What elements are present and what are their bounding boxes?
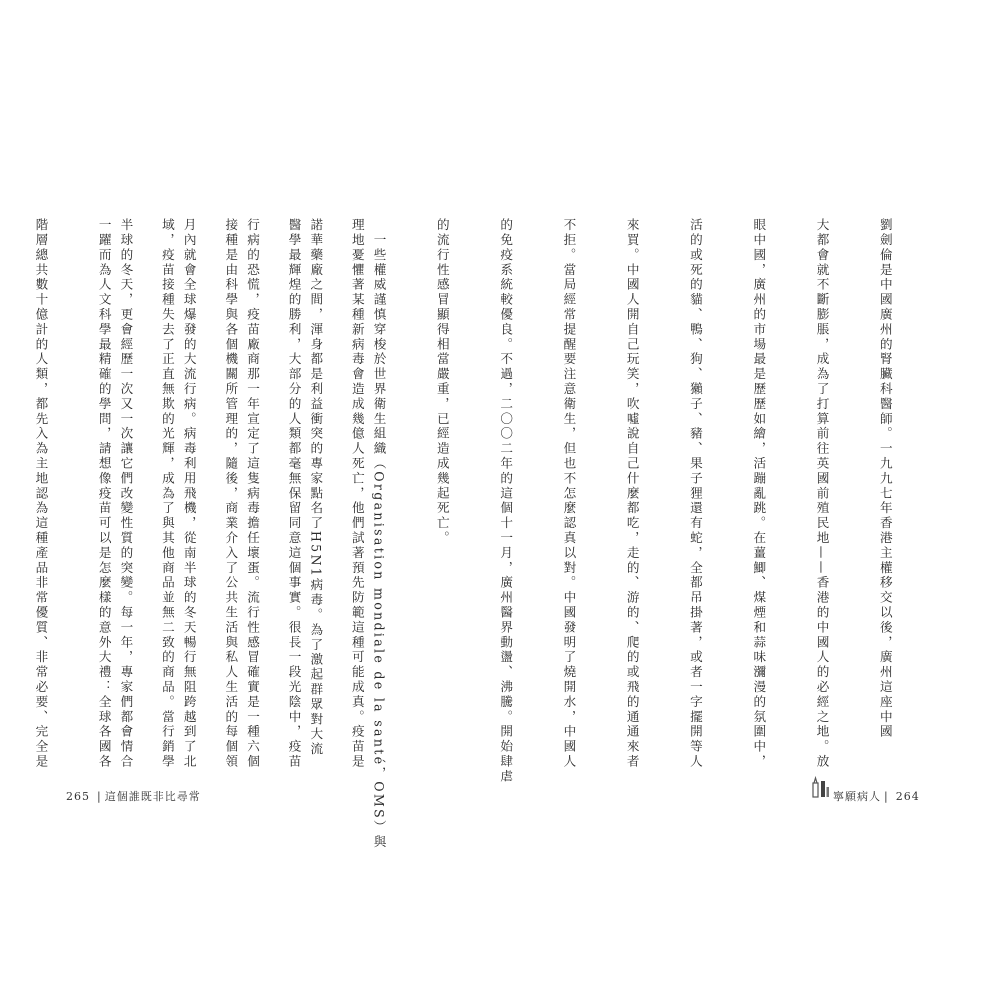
text-line: 理地憂懼著某種新病毒會造成幾億人死亡，他們試著預先防範這種可能成真。疫苗是 bbox=[349, 218, 365, 770]
publisher-logo-icon bbox=[812, 774, 830, 800]
text-line: 來買。中國人開自己玩笑，吹噓說自己什麼都吃，走的、游的、爬的或飛的通通來者 bbox=[624, 218, 640, 770]
text-line: 醫學最輝煌的勝利，大部分的人類都毫無保留同意這個事實。很長一段光陰中，疫苗 bbox=[286, 218, 302, 770]
text-line: 行病的恐慌，疫苗廠商那一年宣定了這隻病毒擔任壞蛋。流行性感冒確實是一種六個 bbox=[245, 218, 260, 770]
text-line: 大都會就不斷膨脹，成為了打算前往英國前殖民地——香港的中國人的必經之地。放 bbox=[814, 218, 830, 770]
running-title: 這個誰既非比尋常 bbox=[104, 790, 201, 803]
page-number: 265 bbox=[66, 790, 90, 803]
page-number: 264 bbox=[895, 790, 920, 803]
text-line: 的免疫系統較優良。不過，二〇〇二年的這個十一月，廣州醫界動盪、沸騰。開始肆虐 bbox=[498, 218, 514, 785]
right-page-footer bbox=[833, 788, 924, 804]
text-line: 活的或死的貓、鴨、狗、獺子、豬、果子狸還有蛇，全都吊掛著，或者一字擺開等人 bbox=[687, 218, 703, 770]
text-line: 一躍而為人文科學最精確的學問，請想像疫苗可以是怎麼樣的意外大禮：全球各國各 bbox=[96, 218, 112, 770]
text-line: 月內就會全球爆發的大流行病。病毒利用飛機，從南半球的冬天暢行無阻跨越到了北 bbox=[181, 218, 197, 770]
text-line: 的流行性感冒顯得相當嚴重，已經造成幾起死亡。 bbox=[434, 218, 450, 546]
text-line: 階層總共數十億計的人類，都先入為主地認為這種產品非常優質、非常必要、完全是 bbox=[33, 218, 49, 770]
text-line: 域，疫苗接種失去了正直無欺的光輝，成為了與其他商品並無二致的商品。當行銷學 bbox=[159, 218, 175, 770]
text-line: 半球的冬天，更會經歷一次又一次讓它們改變性質的突變。每一年，專家們都會情合 bbox=[118, 218, 134, 770]
text-line: 接種是由科學與各個機關所管理的，隨後，商業介入了公共生活與私人生活的每個領 bbox=[223, 218, 239, 770]
text-line: 劉劍倫是中國廣州的腎臟科醫師。一九九七年香港主權移交以後，廣州這座中國 bbox=[877, 218, 893, 740]
separator: | bbox=[884, 790, 889, 803]
left-page-footer bbox=[62, 788, 201, 804]
separator: | bbox=[97, 790, 102, 803]
running-title: 寧願病人 bbox=[833, 790, 881, 803]
text-line: 眼中國，廣州的市場最是歷歷如繪，活蹦亂跳。在薑鯽、煤煙和蒜味瀰漫的氛圍中， bbox=[751, 218, 767, 770]
text-line: 不拒。當局經常提醒要注意衛生，但也不怎麼認真以對。中國發明了燒開水，中國人 bbox=[561, 218, 577, 770]
text-line: 一些權威謹慎穿梭於世界衛生組織（Organisation mondiale de la santé，OMS）與 bbox=[371, 218, 387, 850]
text-line: 諾華藥廠之間，渾身都是利益衝突的專家點名了H5N1病毒。為了激起群眾對大流 bbox=[308, 218, 324, 757]
